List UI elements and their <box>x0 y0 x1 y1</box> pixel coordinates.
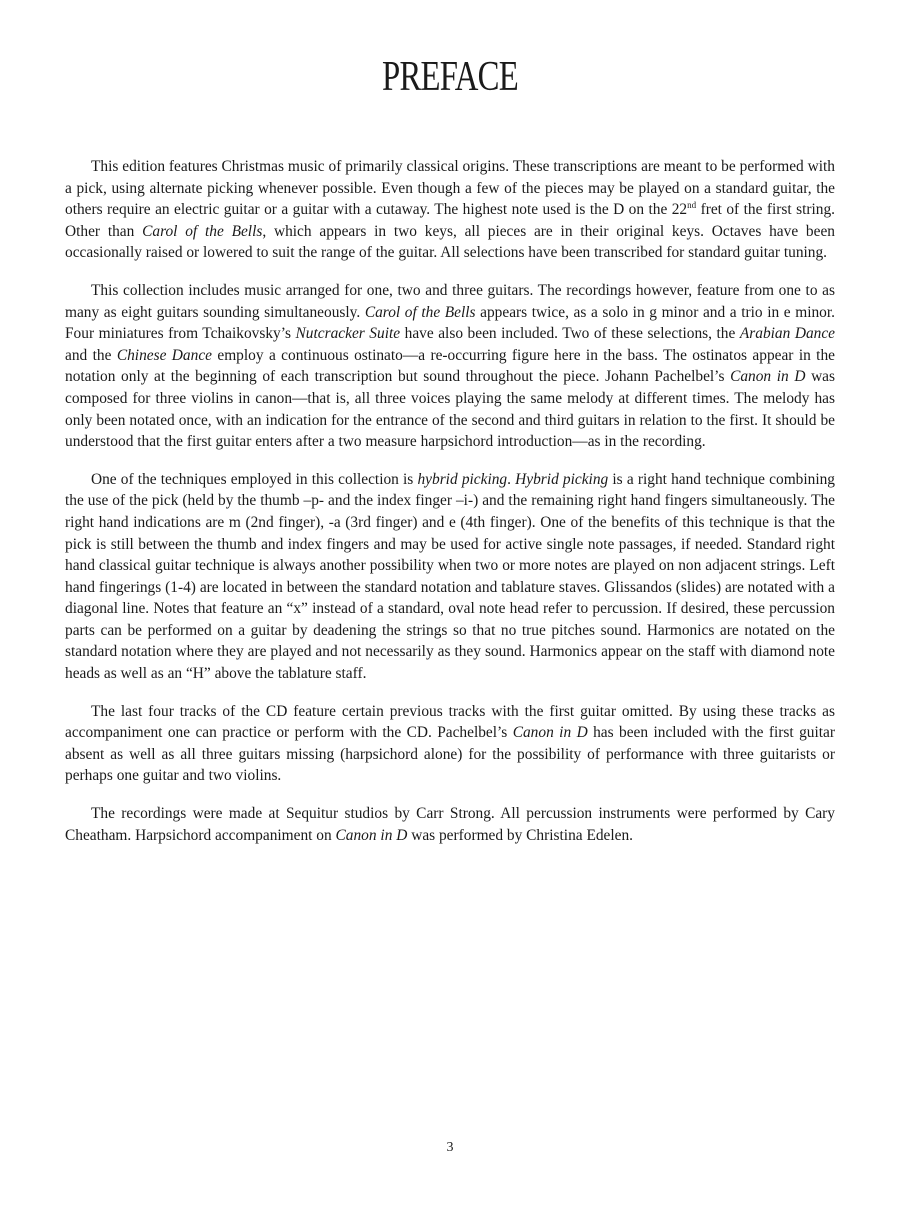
italic-title-text: Nutcracker Suite <box>295 325 401 343</box>
text-run: is a right hand technique combining the use of the pick (held by the thumb –p- and the index finger –i-) and the remaining right hand fingers simultaneously. The right hand indications are m (2nd finger), -a (3rd finger) and e (4th finger). One of the benefits of this technique is that the pick is still between the thumb and index fingers and may be used for active single note passages, if needed. Standard right hand classical guitar technique is always another possibility when two or more notes are played on non adjacent strings. Left hand fingerings (1-4) are located in between the standard notation and tablature staves. Glissandos (slides) are notated with a diagonal line. Notes that feature an “x” instead of a standard, oval note head refer to percussion. If desired, these percussion parts can be performed on a guitar by deadening the strings so that no true pitches sound. Harmonics are notated on the standard notation where they are played and not necessarily as they sound. Harmonics appear on the staff with diamond note heads as well as an “H” above the tablature staff. <box>65 470 835 683</box>
text-run: appears twice, as a solo in g minor and a trio in e minor. Four miniatures from Tchaikovsky’s <box>65 303 835 343</box>
text-run: This edition features Christmas music of primarily classical origins. These transcriptions are meant to be performed with a pick, using alternate picking whenever possible. Even though a few of the pieces may be played on a standard guitar, the others require an electric guitar or a guitar with a cutaway. The highest note used is the D on the 22 <box>65 158 835 219</box>
ordinal-suffix: nd <box>687 200 697 211</box>
paragraph-5 <box>65 803 835 846</box>
text-run: The recordings were made at Sequitur studios by Carr Strong. All percussion instruments were performed by Cary Cheatham. Harpsichord accompaniment on <box>65 805 835 844</box>
text-run: has been included with the first guitar absent as well as all three guitars missing (harpsichord alone) for the possibility of performance with three guitarists or perhaps one guitar and two violins. <box>65 724 836 785</box>
paragraph-3 <box>65 469 835 685</box>
italic-title-text: Carol of the Bells <box>142 222 263 240</box>
italic-title-text: Canon in D <box>335 826 408 844</box>
paragraph-4 <box>65 701 835 787</box>
text-run: was performed by Christina Edelen. <box>407 826 634 844</box>
paragraph-2 <box>65 280 835 453</box>
text-run: , which appears in two keys, all pieces are in their original keys. Octaves have been occasionally raised or lowered to suit the range of the guitar. All selections have been transcribed for standard guitar tuning. <box>65 222 835 262</box>
text-run: This collection includes music arranged for one, two and three guitars. The recordings however, feature from one to as many as eight guitars sounding simultaneously. <box>65 281 835 321</box>
italic-title-text: Canon in D <box>730 368 806 386</box>
text-run: was composed for three violins in canon—that is, all three voices playing the same melody at different times. The melody has only been notated once, with an indication for the entrance of the second and third guitars in relation to the first. It should be understood that the first guitar enters after a two measure harpsichord introduction—as in the recording. <box>65 368 836 451</box>
italic-title-text: hybrid picking <box>417 470 508 488</box>
text-run: employ a continuous ostinato—a re-occurring figure here in the bass. The ostinatos appear in the notation only at the beginning of each transcription but sound throughout the piece. Johann Pachelbel’s <box>65 346 835 386</box>
italic-title-text: Arabian Dance <box>739 325 836 343</box>
paragraph-1 <box>65 156 835 264</box>
text-run: fret of the first string. Other than <box>65 201 835 240</box>
text-run: The last four tracks of the CD feature certain previous tracks with the first guitar omitted. By using these tracks as accompaniment one can practice or perform with the CD. Pachelbel’s <box>65 702 835 742</box>
page-number: 3 <box>446 1140 454 1155</box>
preface-body <box>65 156 835 862</box>
text-run: and the <box>65 346 117 364</box>
text-run: One of the techniques employed in this collection is <box>91 470 418 488</box>
italic-title-text: Chinese Dance <box>116 346 212 364</box>
italic-title-text: Hybrid picking <box>515 470 609 488</box>
italic-title-text: Canon in D <box>512 724 588 742</box>
text-run: have also been included. Two of these selections, the <box>400 325 740 343</box>
italic-title-text: Carol of the Bells <box>364 303 476 321</box>
page-title: PREFACE <box>382 54 518 100</box>
text-run: . <box>507 470 516 488</box>
